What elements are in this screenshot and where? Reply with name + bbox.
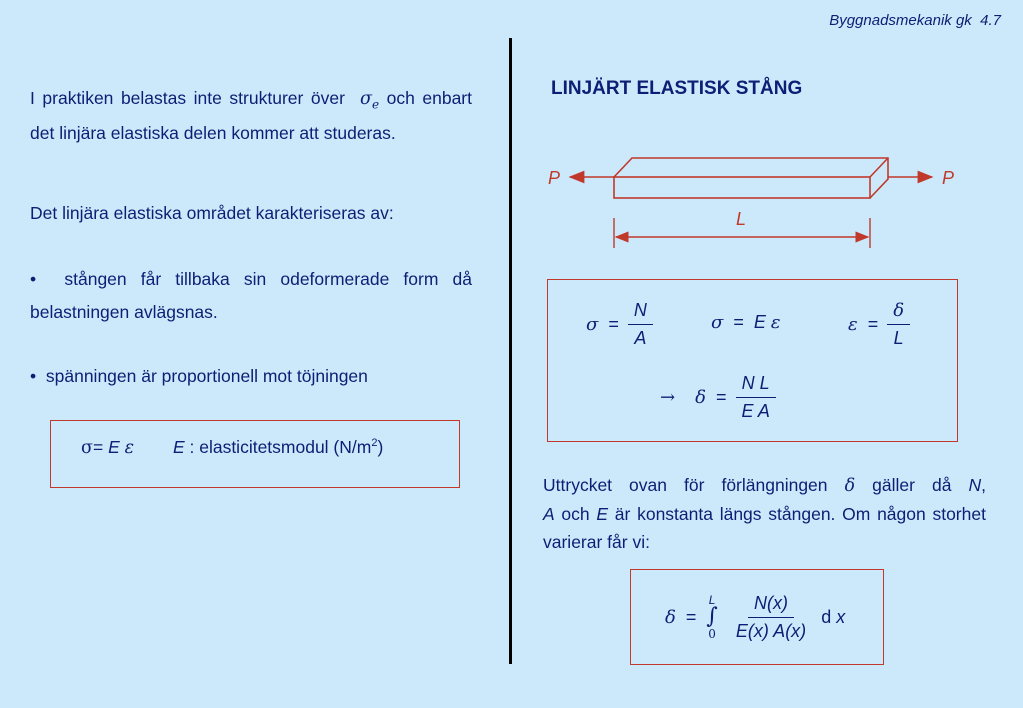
integral-sign: L ∫ 0 xyxy=(706,593,718,641)
arrow-icon: → xyxy=(660,387,676,408)
formula-box xyxy=(547,279,958,442)
strain-formula: ε = $\frac{\delta}{L}$ xyxy=(848,300,914,349)
bullet-item-2: • spänningen är proportionell mot töjningen xyxy=(30,366,368,386)
course-name: Byggnadsmekanik gk xyxy=(829,12,972,29)
elongation-formula: → δ = $\frac{\text{N L}}{\text{E A}}$ xyxy=(660,373,780,422)
page-header xyxy=(829,12,1001,29)
modulus-description: : elasticitetsmodul (N/m xyxy=(184,437,372,457)
column-divider xyxy=(509,38,512,664)
bullet-icon: • xyxy=(30,366,37,386)
hooke-formula: σ = E ε xyxy=(711,312,781,333)
bullet-icon: • xyxy=(30,269,37,289)
intro-text-end: och enbart det linjära elastiska delen kommer att studeras. xyxy=(30,88,472,143)
page-number: 4.7 xyxy=(980,12,1001,29)
integral-box xyxy=(630,569,884,665)
characterized-text: Det linjära elastiska området karakteriseras av: xyxy=(30,203,394,223)
load-label-left: P xyxy=(548,168,561,188)
integral-formula: δ = L ∫ 0 $\frac{N(x)}{E(x) A(x)}$ d x xyxy=(665,592,846,641)
sigma-e-symbol: $\sigma_e$ xyxy=(360,89,380,112)
stress-formula: σ = $\frac{N}{A}$ xyxy=(586,300,657,349)
intro-paragraph xyxy=(30,84,472,147)
intro-text-start: I praktiken belastas inte strukturer över xyxy=(30,88,345,108)
length-label: L xyxy=(736,209,747,229)
hooke-law-box xyxy=(50,420,460,488)
section-title: LINJÄRT ELASTISK STÅNG xyxy=(551,78,803,99)
bullet-item-1: • stången får tillbaka sin odeformerade form då belastningen avlägsnas. xyxy=(30,269,472,322)
variation-paragraph: Uttrycket ovan för förlängningen δ gäller då N, A och E är konstanta längs stången. Om någon storhet varierar får vi: xyxy=(543,475,986,552)
bar-diagram xyxy=(530,140,990,260)
load-label-right: P xyxy=(942,168,955,188)
hooke-law: σ= E ε E : elasticitetsmodul $(N/m^2)$ xyxy=(81,437,384,458)
bar-body xyxy=(614,158,888,198)
modulus-symbol: E xyxy=(172,437,185,457)
